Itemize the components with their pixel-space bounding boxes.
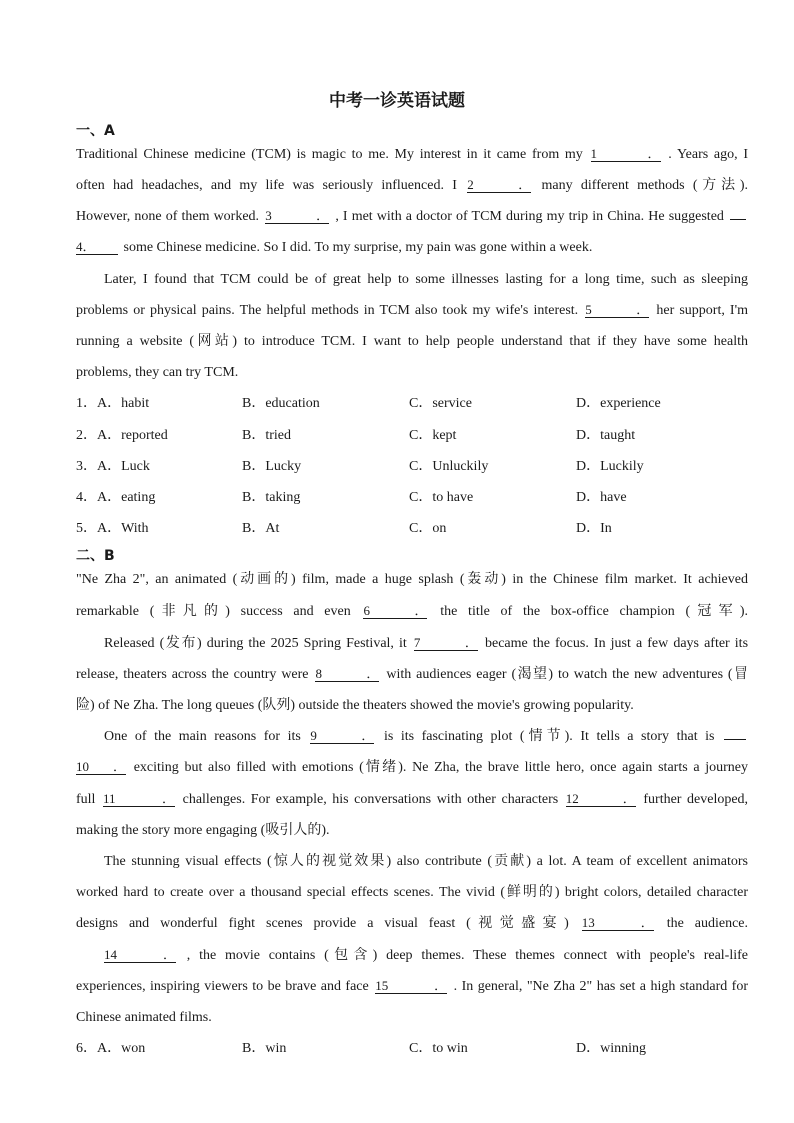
passage-line (76, 570, 748, 590)
passage-text: the audience. (666, 916, 749, 931)
passage-text: many different methods (方法). (541, 178, 749, 193)
passage-text: often had headaches, and my life was seriously influenced. I (76, 178, 457, 193)
passage-line (76, 1008, 748, 1028)
option-d[interactable]: D．In (576, 521, 612, 536)
passage-line (76, 821, 748, 841)
passage-text: The stunning visual effects (惊人的视觉效果) also contribute (贡献) a lot. A team of excellent animators (104, 854, 748, 869)
passage-line (76, 727, 748, 747)
passage-text: some Chinese medicine. So I did. To my surprise, my pain was gone within a week. (123, 240, 593, 255)
passage-text: 险) of Ne Zha. The long queues (队列) outside the theaters showed the movie's growing popularity. (76, 698, 634, 713)
option-a[interactable]: 2．A．reported (76, 428, 168, 443)
passage-line (76, 363, 748, 383)
passage-line (76, 696, 748, 716)
section-b-heading: 二、B (76, 548, 115, 564)
passage-text: Traditional Chinese medicine (TCM) is magic to me. My interest in it came from my (76, 147, 583, 162)
option-a[interactable]: 1．A．habit (76, 396, 150, 411)
option-d[interactable]: D．have (576, 490, 627, 505)
passage-text: running a website (网站) to introduce TCM. I want to help people understand that if they have some health (76, 334, 748, 349)
passage-line (76, 634, 748, 654)
passage-text: experiences, inspiring viewers to be brave and face (76, 979, 369, 994)
page-title: 中考一诊英语试题 (329, 91, 465, 111)
passage-text: full (76, 792, 96, 807)
passage-line (76, 207, 748, 227)
answer-blank (730, 219, 746, 220)
answer-blank (724, 739, 746, 740)
passage-line (76, 332, 748, 352)
option-a[interactable]: 3．A．Luck (76, 459, 150, 474)
answer-blank: 15． (375, 978, 448, 993)
passage-line (76, 145, 748, 165)
passage-text: release, theaters across the country were (76, 667, 309, 682)
passage-line (76, 176, 748, 196)
passage-text: the title of the box-office champion (冠军). (440, 604, 748, 619)
passage-text: with audiences eager (渴望) to watch the new adventures (冒 (386, 667, 749, 682)
option-d[interactable]: D．taught (576, 428, 636, 443)
passage-line (76, 301, 748, 321)
answer-blank: 10． (76, 759, 126, 774)
option-b[interactable]: B．win (242, 1041, 287, 1056)
answer-blank: 4． (76, 239, 118, 255)
passage-line (76, 790, 748, 810)
passage-text: became the focus. In just a few days after its (484, 636, 749, 651)
passage-text: Released (发布) during the 2025 Spring Festival, it (104, 636, 407, 651)
passage-text: problems or physical pains. The helpful methods in TCM also took my wife's interest. (76, 303, 579, 318)
option-c[interactable]: C．on (409, 521, 447, 536)
answer-blank: 9． (310, 728, 375, 743)
option-a[interactable]: 6．A．won (76, 1041, 146, 1056)
option-b[interactable]: B．tried (242, 428, 291, 443)
option-b[interactable]: B．education (242, 396, 320, 411)
passage-text: exciting but also filled with emotions (情绪). Ne Zha, the brave little hero, once again starts a journey (133, 760, 748, 775)
option-b[interactable]: B．At (242, 521, 280, 536)
option-b[interactable]: B．taking (242, 490, 301, 505)
answer-blank: 3． (265, 208, 330, 223)
passage-line (76, 977, 748, 997)
option-a[interactable]: 4．A．eating (76, 490, 156, 505)
answer-blank: 11． (103, 791, 176, 806)
passage-line (76, 914, 748, 934)
option-c[interactable]: C．service (409, 396, 472, 411)
option-d[interactable]: D．experience (576, 396, 661, 411)
answer-blank: 8． (315, 666, 380, 681)
passage-line (76, 946, 748, 966)
answer-blank: 5． (585, 302, 650, 317)
passage-text: worked hard to create over a thousand special effects scenes. The vivid (鲜明的) bright colors, detailed character (76, 885, 748, 900)
answer-blank: 7． (413, 635, 478, 650)
passage-line (76, 852, 748, 872)
passage-text: , I met with a doctor of TCM during my trip in China. He suggested (335, 209, 724, 224)
answer-blank: 14． (104, 947, 176, 962)
passage-line (76, 665, 748, 685)
passage-line (76, 602, 748, 622)
passage-text: challenges. For example, his conversations with other characters (182, 792, 559, 807)
passage-text: One of the main reasons for its (104, 729, 301, 744)
option-c[interactable]: C．to have (409, 490, 474, 505)
option-a[interactable]: 5．A．With (76, 521, 149, 536)
passage-line (76, 883, 748, 903)
passage-text: Chinese animated films. (76, 1010, 212, 1025)
passage-text: further developed, (643, 792, 749, 807)
passage-text: . In general, "Ne Zha 2" has set a high standard for (453, 979, 749, 994)
passage-text: making the story more engaging (吸引人的). (76, 823, 330, 838)
passage-text: Later, I found that TCM could be of great help to some illnesses lasting for a long time, such as sleeping (104, 272, 748, 287)
option-c[interactable]: C．kept (409, 428, 457, 443)
answer-blank: 1． (590, 146, 661, 161)
answer-blank: 6． (363, 603, 428, 618)
option-d[interactable]: D．Luckily (576, 459, 644, 474)
option-c[interactable]: C．Unluckily (409, 459, 489, 474)
answer-blank: 12． (565, 791, 636, 806)
section-a-heading: 一、A (76, 123, 115, 139)
answer-blank: 2． (467, 177, 532, 192)
passage-text: her support, I'm (656, 303, 748, 318)
passage-line (76, 758, 748, 778)
passage-text: designs and wonderful fight scenes provide a visual feast (视觉盛宴) (76, 916, 569, 931)
passage-line (76, 238, 748, 258)
passage-text: . Years ago, I (668, 147, 749, 162)
answer-blank: 13． (581, 915, 654, 930)
passage-text: However, none of them worked. (76, 209, 260, 224)
passage-text: problems, they can try TCM. (76, 365, 239, 380)
passage-text: "Ne Zha 2", an animated (动画的) film, made a huge splash (轰动) in the Chinese film market. It achieved (76, 572, 748, 587)
option-d[interactable]: D．winning (576, 1041, 646, 1056)
option-c[interactable]: C．to win (409, 1041, 468, 1056)
passage-text: is its fascinating plot (情节). It tells a story that is (383, 729, 715, 744)
passage-line (76, 270, 748, 290)
option-b[interactable]: B．Lucky (242, 459, 302, 474)
passage-text: , the movie contains (包含) deep themes. These themes connect with people's real-life (186, 948, 748, 963)
passage-text: remarkable (非凡的) success and even (76, 604, 351, 619)
